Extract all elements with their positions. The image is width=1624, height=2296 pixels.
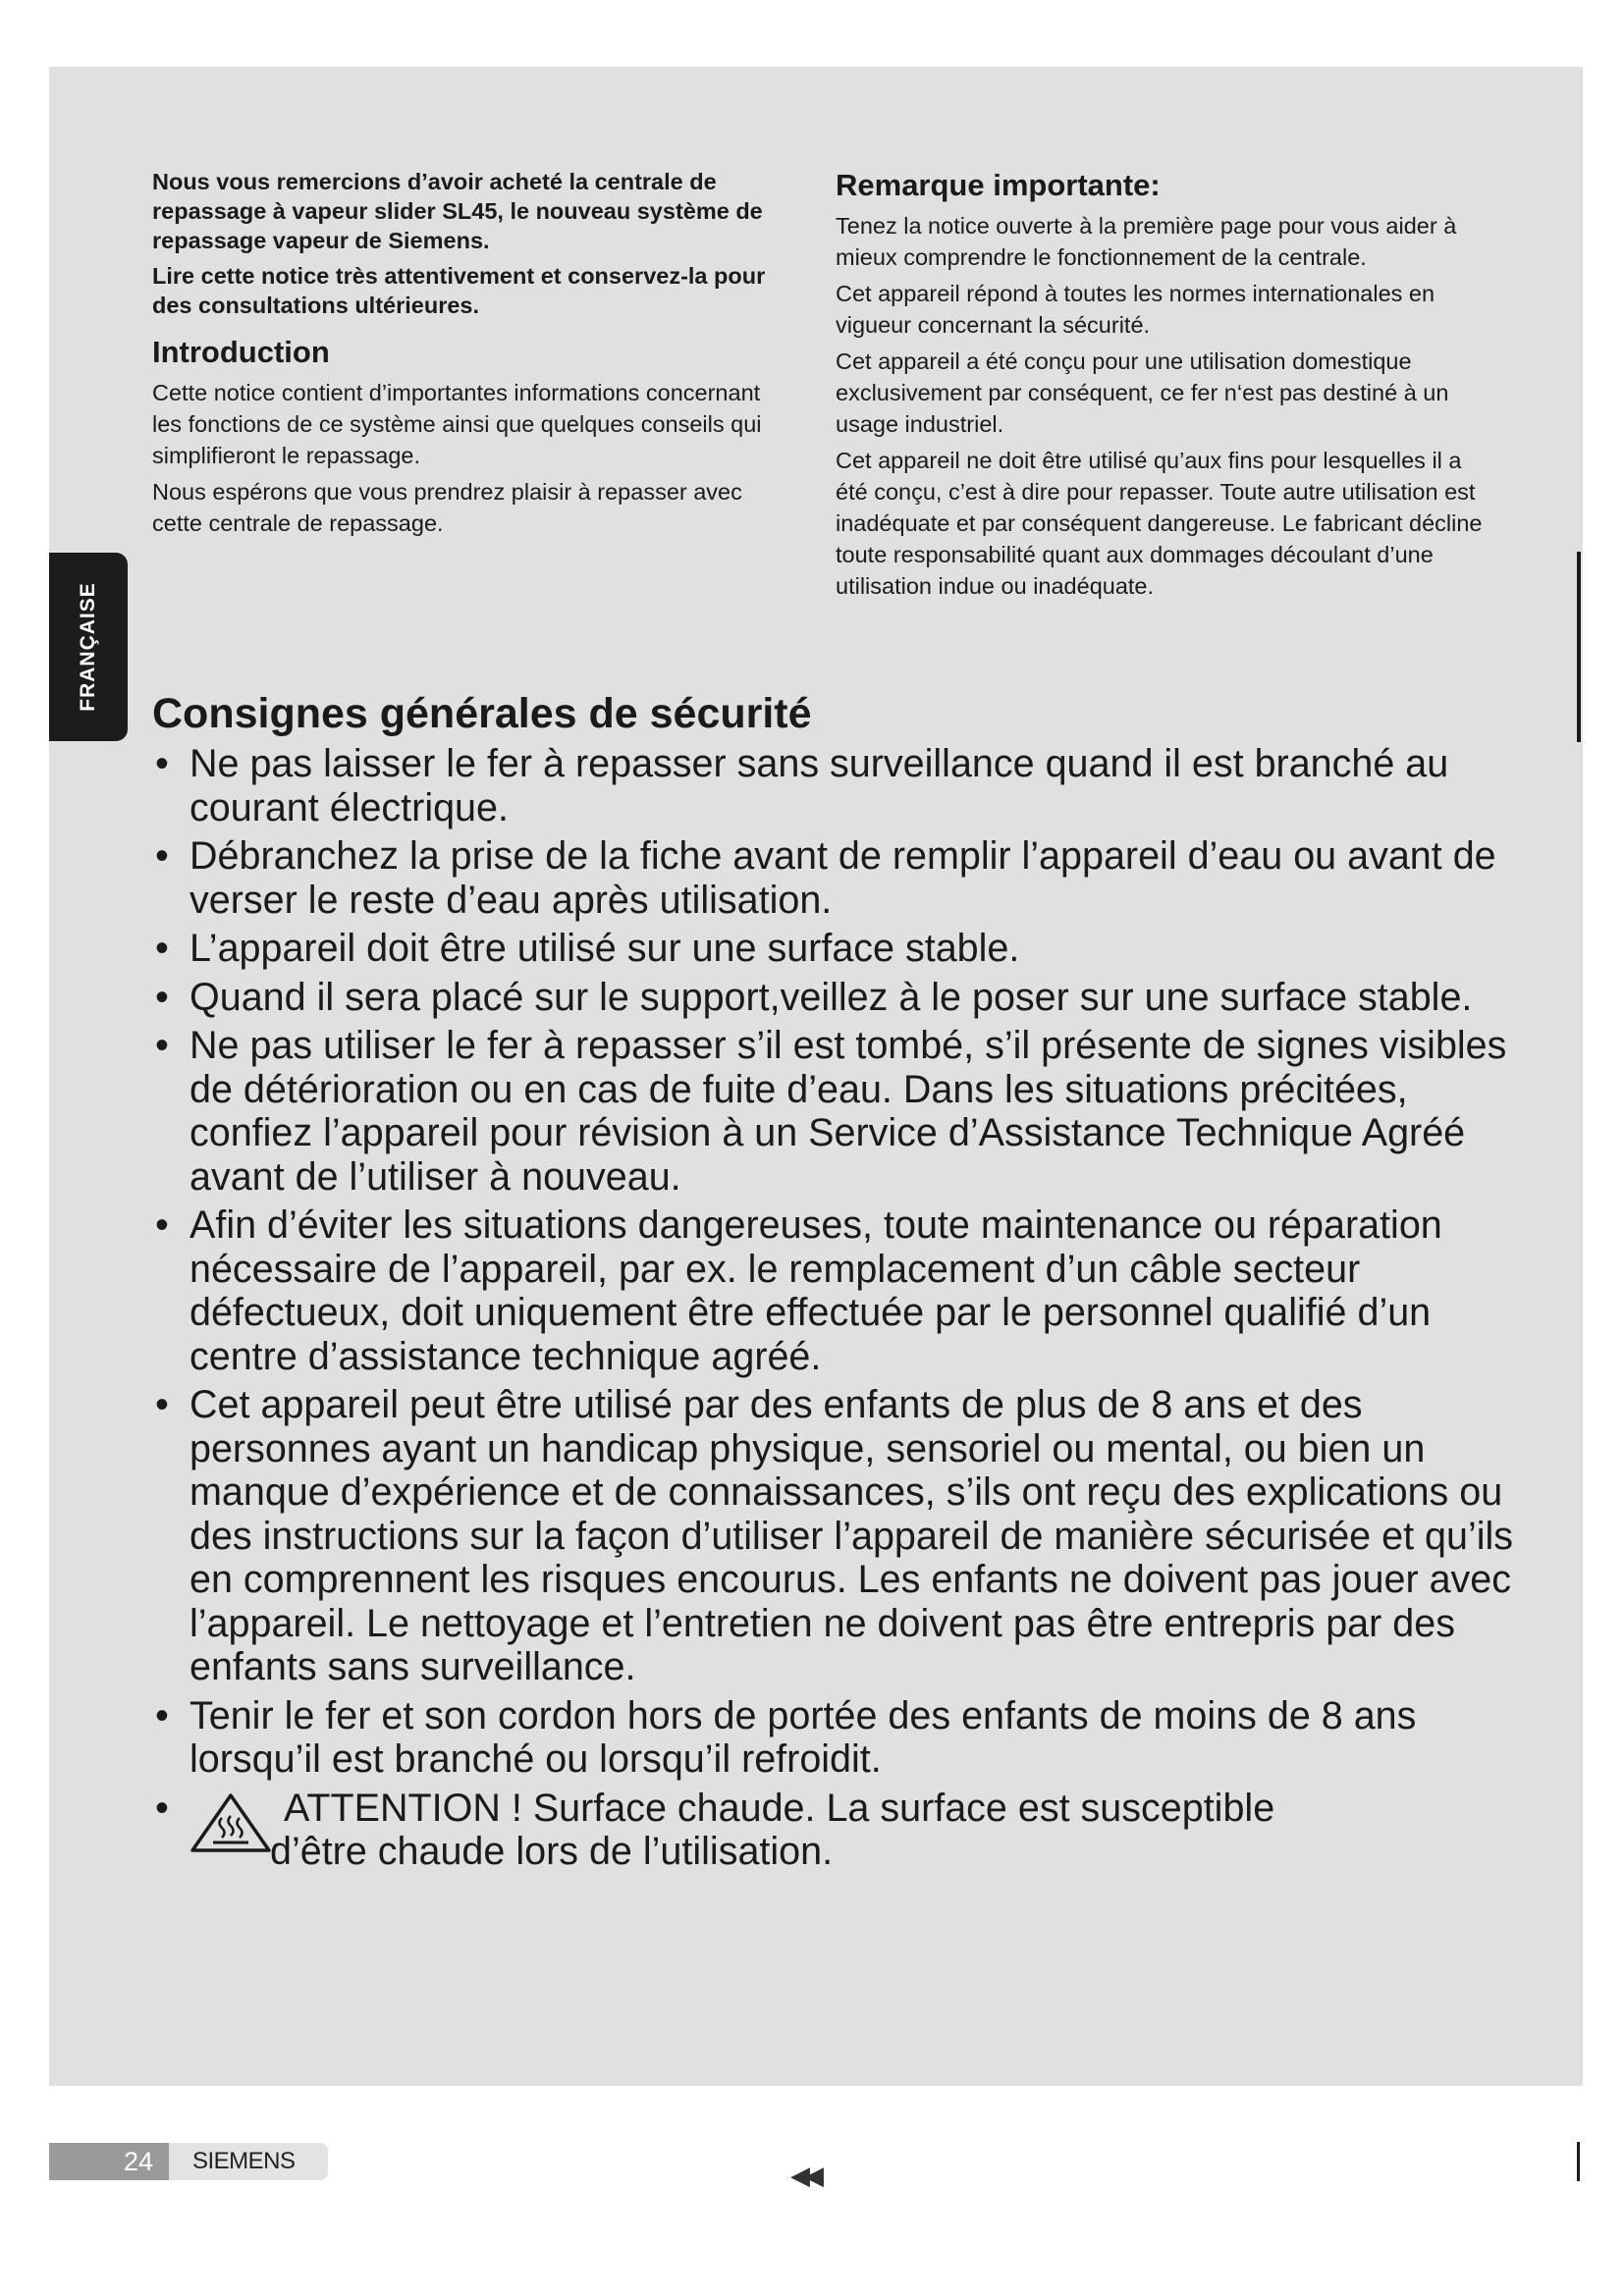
footer-marker [1577, 2142, 1580, 2181]
safety-item [152, 834, 1527, 922]
brand-label: SIEMENS [169, 2143, 328, 2180]
language-tab [49, 553, 128, 741]
warning-text-line-2: d’être chaude lors de l’utilisation. [270, 1830, 834, 1873]
safety-item [152, 1024, 1527, 1199]
important-note-heading: Remarque importante: [836, 168, 1161, 202]
safety-item-text: Afin d’éviter les situations dangereuses, toute maintenance ou réparation nécessaire de l’appareil, par ex. le remplacement d’un câble secteur défectueux, doit uniquement être effectuée par le personnel qualifié d’un centre d’assistance technique agréé. [189, 1203, 1442, 1378]
page-footer [49, 2143, 328, 2180]
safety-item-text: L’appareil doit être utilisé sur une surface stable. [189, 927, 1020, 970]
left-column [152, 167, 795, 544]
page-number: 24 [49, 2143, 169, 2180]
safety-item-text: Cet appareil peut être utilisé par des enfants de plus de 8 ans et des personnes ayant un handicap physique, sensoriel ou mental, ou bien un manque d’expérience et de connaissances, s’ils ont reçu des explications ou des instructions sur la façon d’utiliser l’appareil de manière sécurisée et qu’ils en comprennent les risques encourus. Les enfants ne doivent pas jouer avec l’appareil. Le nettoyage et l’entretien ne doivent pas être entrepris par des enfants sans surveillance. [189, 1383, 1514, 1688]
important-note-paragraph-4: Cet appareil ne doit être utilisé qu’aux fins pour lesquelles il a été conçu, c’est à dire pour repasser. Toute autre utilisation est inadéquate et par conséquent dangereuse. Le fabricant décline toute responsabilité quant aux dommages découlant d’une utilisation indue ou inadéquate. [836, 448, 1483, 599]
bullet: • [155, 1693, 169, 1737]
language-tab-label: FRANÇAISE [77, 582, 99, 712]
safety-item [152, 742, 1527, 829]
bullet: • [155, 742, 169, 785]
safety-heading: Consignes générales de sécurité [152, 690, 812, 737]
intro-read-notice: Lire cette notice très attentivement et conservez-la pour des consultations ultérieures. [152, 263, 766, 318]
bullet: • [155, 1383, 169, 1426]
safety-warning-item [152, 1787, 1527, 1874]
important-note-paragraph-2: Cet appareil répond à toutes les normes internationales en vigueur concernant la sécurité. [836, 281, 1435, 338]
safety-item [152, 976, 1527, 1020]
important-note-paragraph-1: Tenez la notice ouverte à la première page pour vous aider à mieux comprendre le fonctionnement de la centrale. [836, 213, 1457, 270]
safety-item [152, 1694, 1527, 1782]
introduction-heading: Introduction [152, 335, 330, 369]
section-marker [1577, 552, 1581, 742]
bullet: • [155, 834, 169, 878]
important-note-paragraph-3: Cet appareil a été conçu pour une utilisation domestique exclusivement par conséquent, ce fer n‘est pas destiné à un usage industriel. [836, 348, 1449, 437]
safety-item [152, 1383, 1527, 1689]
bullet: • [155, 1024, 169, 1067]
safety-item [152, 1203, 1527, 1378]
warning-line [189, 1787, 1527, 1874]
bullet: • [155, 975, 169, 1019]
safety-item-text: Quand il sera placé sur le support,veillez à le poser sur une surface stable. [189, 975, 1473, 1019]
safety-item [152, 927, 1527, 971]
safety-item-text: Débranchez la prise de la fiche avant de remplir l’appareil d’eau ou avant de verser le reste d’eau après utilisation. [189, 834, 1496, 922]
safety-item-text: Tenir le fer et son cordon hors de portée des enfants de moins de 8 ans lorsqu’il est branché ou lorsqu’il refroidit. [189, 1693, 1417, 1781]
introduction-paragraph-2: Nous espérons que vous prendrez plaisir à repasser avec cette centrale de repassage. [152, 479, 742, 536]
right-column [836, 167, 1493, 607]
nav-back-icon[interactable]: ◀◀ [790, 2161, 818, 2190]
safety-list [152, 742, 1527, 1879]
introduction-paragraph-1: Cette notice contient d’importantes informations concernant les fonctions de ce système ainsi que quelques conseils qui simplifieront le repassage. [152, 380, 762, 468]
hot-surface-warning-icon [189, 1792, 272, 1853]
warning-text-line-1: ATTENTION ! Surface chaude. La surface est susceptible [284, 1786, 1275, 1830]
warning-text [270, 1786, 1275, 1874]
intro-thanks: Nous vous remercions d’avoir acheté la centrale de repassage à vapeur slider SL45, le nouveau système de repassage vapeur de Siemens. [152, 169, 763, 253]
bullet: • [155, 1786, 169, 1830]
bullet: • [155, 1203, 169, 1247]
safety-item-text: Ne pas utiliser le fer à repasser s’il est tombé, s’il présente de signes visibles de détérioration ou en cas de fuite d’eau. Dans les situations précitées, confiez l’appareil pour révision à un Service d’Assistance Technique Agréé avant de l’utiliser à nouveau. [189, 1024, 1507, 1199]
safety-item-text: Ne pas laisser le fer à repasser sans surveillance quand il est branché au courant électrique. [189, 742, 1449, 829]
bullet: • [155, 927, 169, 970]
